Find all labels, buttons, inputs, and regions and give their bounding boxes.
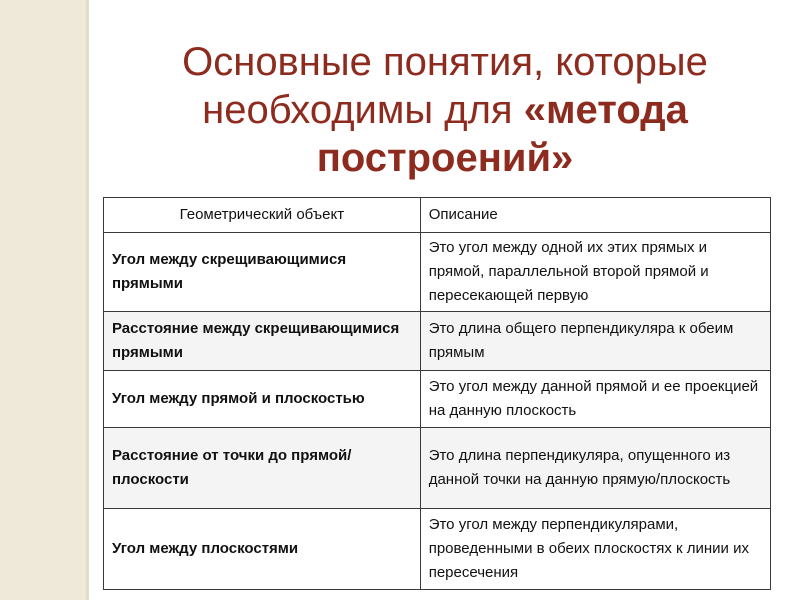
row-description: Это длина общего перпендикуляра к обеим прямым [420,312,770,371]
header-description: Описание [420,198,770,233]
row-description: Это угол между данной прямой и ее проекцией на данную плоскость [420,371,770,428]
row-object: Угол между плоскостями [104,509,421,590]
row-object: Расстояние между скрещивающимися прямыми [104,312,421,371]
table-header-row [104,198,771,233]
table-row [104,312,771,371]
table-row [104,428,771,509]
header-geometric-object: Геометрический объект [104,198,421,233]
concepts-table [103,197,771,590]
row-object: Расстояние от точки до прямой/плоскости [104,428,421,509]
decorative-side-stripe [0,0,86,600]
table-row [104,371,771,428]
slide-title-normal: Основные понятия, которые необходимы для [182,40,708,132]
row-description: Это длина перпендикуляра, опущенного из данной точки на данную прямую/плоскость [420,428,770,509]
row-description: Это угол между перпендикулярами, проведенными в обеих плоскостях к линии их пересечения [420,509,770,590]
table-row [104,509,771,590]
row-object: Угол между прямой и плоскостью [104,371,421,428]
row-description: Это угол между одной их этих прямых и прямой, параллельной второй прямой и пересекающей первую [420,233,770,312]
table-row [104,233,771,312]
row-object: Угол между скрещивающимися прямыми [104,233,421,312]
slide-title [95,38,795,182]
slide-title-bold: «метода построений» [316,88,688,180]
